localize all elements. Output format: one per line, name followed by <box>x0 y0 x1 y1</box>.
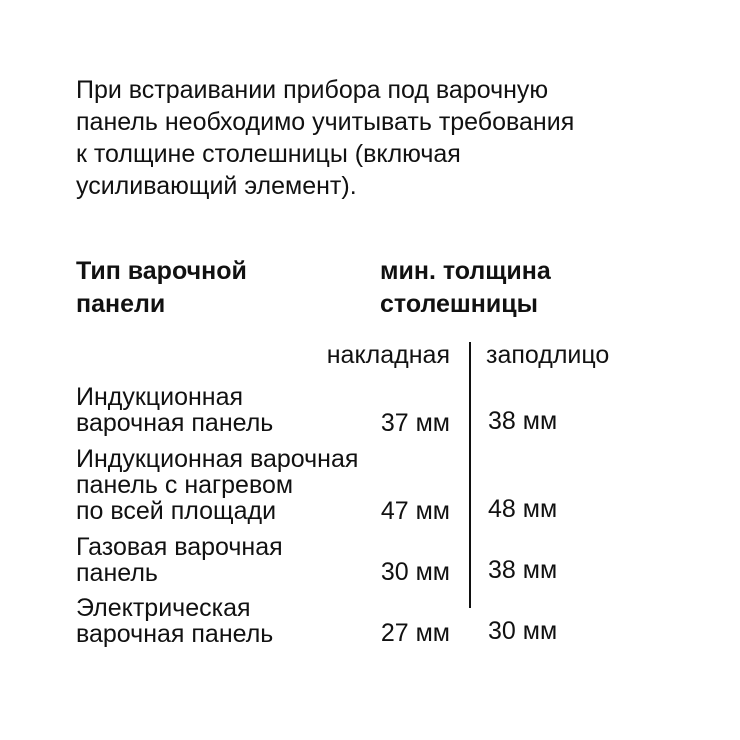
subheader-flush: заподлицо <box>486 341 610 369</box>
value-flush: 38 мм <box>488 556 558 584</box>
row-label-line: Электрическая <box>76 594 251 622</box>
column-header-min-thickness <box>380 255 551 321</box>
row-label <box>76 534 283 586</box>
intro-line: усиливающий элемент). <box>76 172 357 200</box>
row-label-line: Индукционная варочная <box>76 445 359 473</box>
subheader-overlay: накладная <box>326 341 450 369</box>
value-overlay: 37 мм <box>380 409 450 437</box>
row-label <box>76 384 273 436</box>
intro-line: панель необходимо учитывать требования <box>76 108 575 136</box>
row-label-line: Индукционная <box>76 383 244 411</box>
value-flush: 48 мм <box>488 495 558 523</box>
value-overlay: 47 мм <box>380 497 450 525</box>
column-header-hob-type <box>76 255 247 321</box>
value-overlay: 30 мм <box>380 558 450 586</box>
row-label <box>76 595 273 647</box>
intro-paragraph <box>76 74 716 202</box>
column-header-line: мин. толщина <box>380 257 551 285</box>
value-flush: 38 мм <box>488 407 558 435</box>
row-label-line: Газовая варочная <box>76 533 283 561</box>
column-header-line: панели <box>76 290 166 318</box>
value-flush: 30 мм <box>488 617 558 645</box>
row-label-line: панель <box>76 559 158 587</box>
column-header-line: столешницы <box>380 290 538 318</box>
row-label-line: варочная панель <box>76 620 274 648</box>
row-label <box>76 446 358 524</box>
row-label-line: по всей площади <box>76 497 277 525</box>
row-label-line: варочная панель <box>76 409 274 437</box>
intro-line: При встраивании прибора под варочную <box>76 76 549 104</box>
column-header-line: Тип варочной <box>76 257 247 285</box>
intro-line: к толщине столешницы (включая <box>76 140 461 168</box>
column-divider <box>469 342 471 608</box>
value-overlay: 27 мм <box>380 619 450 647</box>
row-label-line: панель с нагревом <box>76 471 294 499</box>
